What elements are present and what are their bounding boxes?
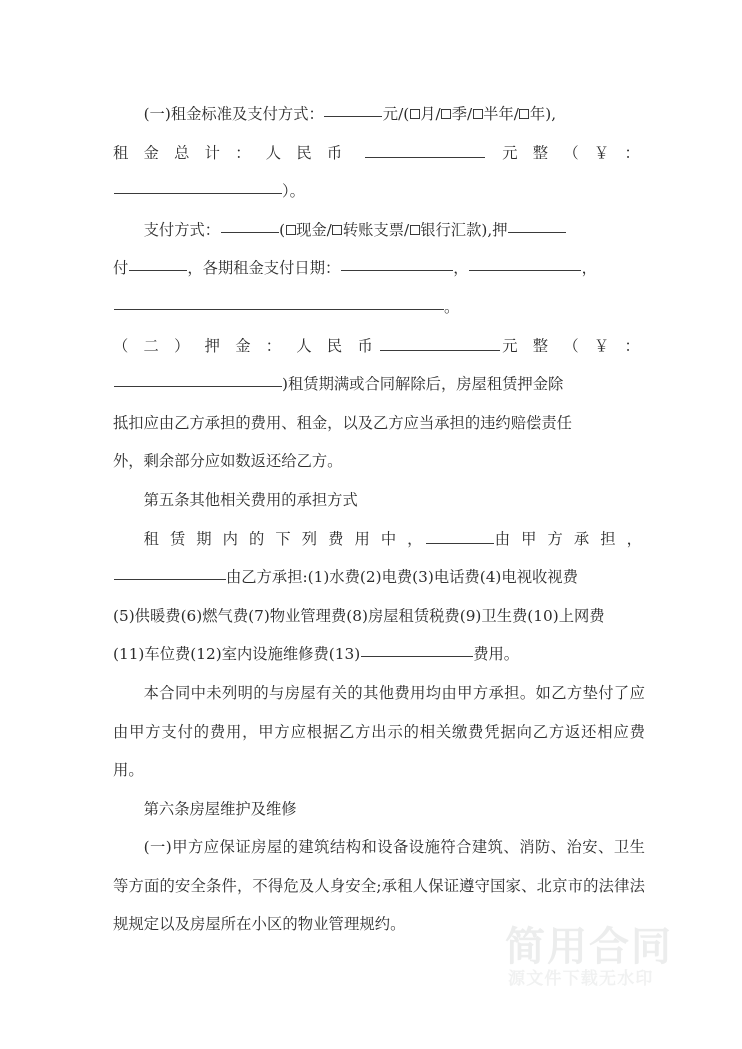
deposit-label: （ 二 ） 押 金 ： 人 民 币: [113, 336, 378, 355]
fee-item-6: (6)燃气费: [180, 606, 249, 625]
deposit-line-3: [113, 404, 645, 443]
party-a-fees-blank[interactable]: [426, 528, 494, 543]
pay-label: 付: [113, 259, 129, 278]
rent-unit-suffix: 元/(: [382, 105, 410, 123]
checkbox-half-year[interactable]: [473, 109, 483, 119]
article-five-heading-text: 第五条其他相关费用的承担方式: [143, 490, 358, 509]
fee-item-4: (4)电视收视费: [479, 568, 578, 587]
payment-method-line-3: [113, 288, 645, 327]
checkbox-cash[interactable]: [286, 225, 296, 235]
rent-standard-label: (一)租金标准及支付方式：: [143, 105, 324, 123]
deposit-line-1: [113, 327, 645, 366]
party-b-fees-blank[interactable]: [114, 565, 226, 580]
payment-date-comma-2: ，: [581, 259, 597, 278]
article-six-clause-one: (一)甲方应保证房屋的建筑结构和设备设施符合建筑、消防、治安、卫生等方面的安全条件，不得危及人身安全;承租人保证遵守国家、北京市的法律法规规定以及房屋所在小区的物业管理规约。: [113, 838, 645, 934]
payment-method-label: 支付方式：: [143, 220, 221, 239]
fee-item-8: (8)房屋租赁税费: [346, 606, 460, 625]
payment-open-paren: (: [279, 220, 286, 239]
party-b-label: 由乙方承担:: [226, 568, 308, 587]
payment-dates-label: ，各期租金支付日期：: [187, 259, 341, 278]
deposit-body-line3: 外，剩余部分应如数返还给乙方。: [113, 452, 343, 471]
fee-item-10: (10)上网费: [527, 606, 605, 625]
deposit-amount-blank[interactable]: [380, 336, 500, 351]
rent-amount-blank[interactable]: [324, 102, 382, 117]
fee-item-9: (9)卫生费: [459, 606, 528, 625]
payment-date-blank-1[interactable]: [341, 256, 453, 271]
pay-months-blank[interactable]: [129, 256, 187, 271]
deposit-suffix: 元 整 （ ￥ ：: [502, 336, 645, 355]
deposit-line-4: [113, 442, 645, 481]
payment-method-blank[interactable]: [221, 218, 279, 233]
fee-item-12: (12)室内设施维修费: [190, 645, 329, 664]
payment-date-blank-2[interactable]: [469, 256, 581, 271]
period-month-label: 月: [420, 105, 436, 123]
rent-total-suffix: 元 整 （ ￥ ：: [502, 143, 645, 162]
payment-method-line-1: 支付方式： ( 现金/ 转账支票/ 银行汇款),押: [113, 211, 645, 250]
period-year-label: 年: [529, 105, 546, 123]
deposit-line-2: [113, 365, 645, 404]
option-cash-label: 现金: [296, 220, 327, 239]
fee-item-13-blank[interactable]: [361, 642, 473, 657]
fee-item-5: (5)供暖费: [113, 606, 181, 625]
rent-total-blank-2[interactable]: [114, 179, 282, 194]
deposit-body-line1: 租赁期满或合同解除后，房屋租赁押金除: [287, 375, 564, 394]
rent-total-label: 租 金 总 计 ： 人 民 币: [113, 143, 348, 162]
payment-period-end: 。: [444, 297, 460, 316]
checkbox-quarter[interactable]: [441, 109, 451, 119]
rent-total-line-2: [113, 172, 645, 211]
fee-item-13: (13): [328, 645, 361, 664]
option-bank-remittance-label: 银行汇款: [420, 220, 482, 239]
checkbox-year[interactable]: [519, 109, 529, 119]
payment-method-line-2: [113, 249, 645, 288]
deposit-months-blank[interactable]: [508, 218, 566, 233]
deposit-amount-blank-2[interactable]: [114, 372, 282, 387]
fee-item-1: (1)水费: [307, 568, 360, 587]
article-five-heading: [113, 481, 645, 520]
checkbox-bank-remittance[interactable]: [410, 225, 420, 235]
payment-date-blank-3[interactable]: [114, 295, 444, 310]
article-six-heading: [113, 790, 645, 829]
payment-close-paren: ),押: [481, 220, 508, 239]
deposit-body-line2: 抵扣应由乙方承担的费用、租金，以及乙方应当承担的违约赔偿责任: [113, 413, 572, 432]
option-transfer-check-label: 转账支票: [342, 220, 405, 239]
checkbox-month[interactable]: [410, 109, 420, 119]
period-half-year-label: 半年: [483, 105, 514, 123]
article-five-fee-line-2: [113, 597, 645, 636]
fee-item-7: (7)物业管理费: [248, 606, 347, 625]
watermark-main: 简用合同: [505, 924, 673, 970]
article-five-intro-line: [113, 520, 645, 559]
period-quarter-label: 季: [451, 105, 467, 123]
fee-item-2: (2)电费: [359, 568, 413, 587]
article-five-fee-line-1: [113, 558, 645, 597]
watermark-subtitle: 源文件下载无水印: [508, 969, 654, 989]
rent-total-close: ）。: [282, 182, 305, 201]
checkbox-transfer-check[interactable]: [332, 225, 342, 235]
fee-tail: 费用。: [473, 645, 520, 664]
article-six-heading-text: 第六条房屋维护及维修: [143, 799, 297, 818]
fee-item-3: (3)电话费: [412, 568, 480, 587]
unlisted-fees-paragraph: 本合同中未列明的与房屋有关的其他费用均由甲方承担。如乙方垫付了应由甲方支付的费用，甲方应根据乙方出示的相关缴费凭据向乙方返还相应费用。: [113, 683, 645, 780]
rent-total-blank[interactable]: [365, 143, 485, 158]
article-five-fee-line-3: [113, 635, 645, 674]
rent-standard-tail: ),: [545, 105, 557, 123]
article-five-intro-prefix: 租 赁 期 内 的 下 列 费 用 中 ，: [143, 529, 426, 548]
deposit-close-paren: ): [282, 375, 288, 394]
fee-item-11: (11)车位费: [113, 645, 191, 664]
payment-date-comma-1: ，: [453, 259, 469, 278]
article-five-intro-suffix: 由 甲 方 承 担 ，: [494, 529, 645, 548]
document-body: [113, 95, 645, 944]
rent-standard-line-1: (一)租金标准及支付方式： 元/( 月/ 季/ 半年/ 年),: [113, 95, 645, 134]
rent-total-line: [113, 134, 645, 173]
